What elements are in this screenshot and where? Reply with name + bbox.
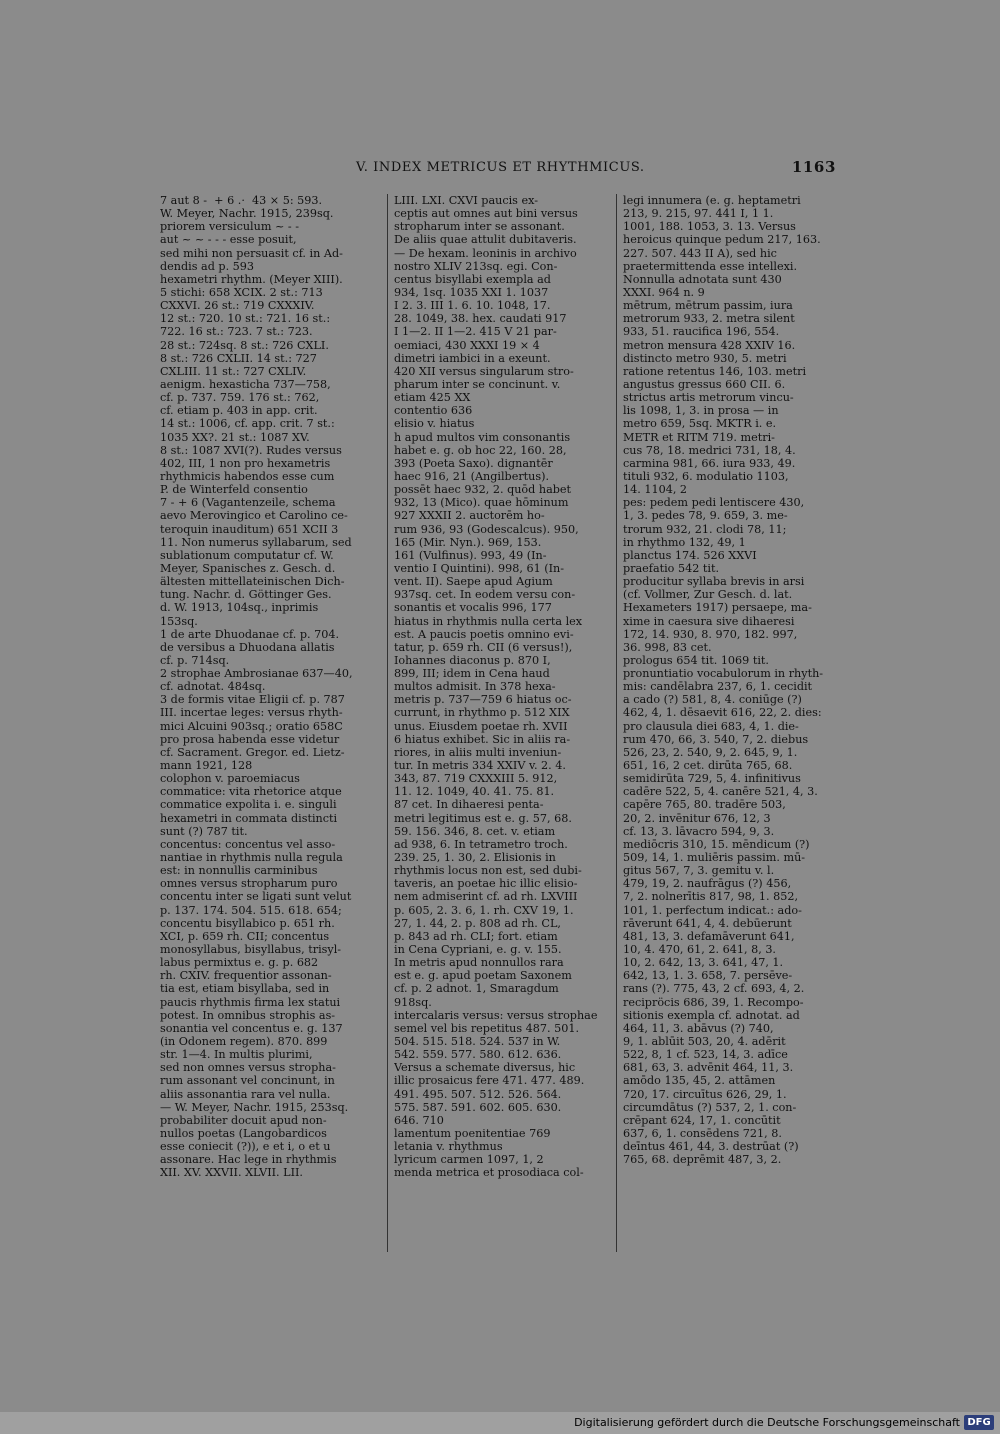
index-line: colophon v. paroemiacus — [160, 772, 300, 786]
index-line: oemiaci, 430 XXXI 19 × 4 — [394, 338, 540, 352]
index-line: lis 1098, 1, 3. in prosa — in — [623, 404, 779, 418]
index-line: (cf. Vollmer, Zur Gesch. d. lat. — [623, 588, 793, 602]
index-line: mis: candēlabra 237, 6, 1. cecidit — [623, 680, 813, 694]
index-line: concentus: concentus vel asso- — [160, 837, 336, 851]
index-line: mici Alcuini 903sq.; oratio 658C — [160, 719, 343, 733]
index-line: d. W. 1913, 104sq., inprimis — [160, 601, 319, 615]
index-column-3 — [623, 194, 841, 1252]
index-line: 101, 1. perfectum indicat.: ado- — [623, 903, 802, 917]
index-line: possēt haec 932, 2. quōd habet — [394, 483, 572, 497]
index-line: CXLIII. 11 st.: 727 CXLIV. — [160, 364, 307, 378]
index-line: 161 (Vulfinus). 993, 49 (In- — [394, 548, 547, 562]
index-line: 720, 17. circuītus 626, 29, 1. — [623, 1087, 787, 1101]
index-line: in rhythmo 132, 49, 1 — [623, 535, 746, 549]
index-line: metris p. 737—759 6 hiatus oc- — [394, 693, 572, 707]
index-line: 11. Non numerus syllabarum, sed — [160, 535, 352, 549]
index-line: aenigm. hexasticha 737—758, — [160, 377, 331, 391]
index-line: tung. Nachr. d. Göttinger Ges. — [160, 588, 332, 602]
index-line: paucis rhythmis firma lex statui — [160, 995, 341, 1009]
index-line: aevo Merovingico et Carolino ce- — [160, 509, 348, 523]
index-line: pro prosa habenda esse videtur — [160, 732, 340, 746]
index-line: habet e. g. ob hoc 22, 160. 28, — [394, 443, 567, 457]
index-line: 3 de formis vitae Eligii cf. p. 787 — [160, 693, 345, 707]
index-line: 681, 63, 3. advēnit 464, 11, 3. — [623, 1061, 794, 1075]
index-line: 343, 87. 719 CXXXIII 5. 912, — [394, 772, 558, 786]
index-line: xime in caesura sive dihaeresi — [623, 614, 795, 628]
index-line: cus 78, 18. medrici 731, 18, 4. — [623, 443, 796, 457]
index-line: 9, 1. ablūit 503, 20, 4. adērit — [623, 1035, 786, 1048]
index-line: 542. 559. 577. 580. 612. 636. — [394, 1048, 562, 1062]
index-line: metron mensura 428 XXIV 16. — [623, 338, 796, 352]
index-line: 651, 16, 2 cet. dirūta 765, 68. — [623, 759, 793, 773]
index-line: 899, III; idem in Cena haud — [394, 667, 550, 681]
index-line: Nonnulla adnotata sunt 430 — [623, 272, 782, 286]
funding-credit: Digitalisierung gefördert durch die Deutsche Forschungsgemeinschaft — [574, 1416, 960, 1429]
index-line: crēpant 624, 17, 1. concūtit — [623, 1113, 781, 1127]
index-line: rum 936, 93 (Godescalcus). 950, — [394, 522, 579, 536]
index-line: tur. In metris 334 XXIV v. 2. 4. — [394, 759, 566, 773]
index-line: lamentum poenitentiae 769 — [394, 1126, 551, 1140]
index-line: intercalaris versus: versus strophae — [394, 1008, 598, 1022]
index-line: W. Meyer, Nachr. 1915, 239sq. — [160, 207, 334, 221]
index-line: 522, 8, 1 cf. 523, 14, 3. adīce — [623, 1048, 788, 1062]
index-line: 462, 4, 1. dēsaevit 616, 22, 2. dies: — [623, 706, 822, 720]
index-line: rans (?). 775, 43, 2 cf. 693, 4, 2. — [623, 982, 805, 996]
index-line: ad 938, 6. In tetrametro troch. — [394, 837, 568, 851]
index-line: 765, 68. deprēmit 487, 3, 2. — [623, 1153, 782, 1167]
index-line: nostro XLIV 213sq. egi. Con- — [394, 259, 558, 273]
index-line: XCI, p. 659 rh. CII; concentus — [160, 929, 330, 943]
index-line: etiam 425 XX — [394, 391, 471, 405]
index-line: 1035 XX?. 21 st.: 1087 XV. — [160, 430, 310, 444]
index-line: — De hexam. leoninis in archivo — [394, 246, 577, 260]
index-line: 239. 25, 1. 30, 2. Elisionis in — [394, 851, 556, 865]
index-line: (in Odonem regem). 870. 899 — [160, 1035, 328, 1048]
index-line: 509, 14, 1. muliēris passim. mū- — [623, 851, 806, 865]
index-line: metri legitimus est e. g. 57, 68. — [394, 811, 572, 825]
index-line: vent. II). Saepe apud Agium — [394, 575, 553, 589]
index-line: strictus artis metrorum vincu- — [623, 391, 794, 405]
index-line: 932, 13 (Mico). quae hōminum — [394, 496, 569, 510]
index-line: 646. 710 — [394, 1113, 444, 1127]
index-line: 1, 3. pedes 78, 9. 659, 3. me- — [623, 509, 788, 523]
index-line: 1001, 188. 1053, 3. 13. Versus — [623, 220, 796, 234]
index-line: esse coniecit (?)), e et i, o et u — [160, 1140, 331, 1154]
index-line: aliis assonantia rara vel nulla. — [160, 1087, 331, 1101]
index-line: cf. p. 714sq. — [160, 653, 230, 667]
index-line: haec 916, 21 (Angilbertus). — [394, 469, 550, 483]
index-line: lyricum carmen 1097, 1, 2 — [394, 1153, 544, 1167]
index-line: commatice: vita rhetorice atque — [160, 785, 342, 799]
index-line: tatur, p. 659 rh. CII (6 versus!), — [394, 640, 573, 654]
index-line: riores, in aliis multi inveniun- — [394, 745, 562, 759]
index-line: pharum inter se concinunt. v. — [394, 377, 561, 391]
index-line: cf. p. 2 adnot. 1, Smaragdum — [394, 982, 559, 996]
index-line: cf. Sacrament. Gregor. ed. Lietz- — [160, 745, 345, 759]
index-line: LIII. LXI. CXVI paucis ex- — [394, 194, 538, 207]
index-line: 14 st.: 1006, cf. app. crit. 7 st.: — [160, 417, 335, 431]
index-line: sitionis exempla cf. adnotat. ad — [623, 1008, 800, 1022]
index-line: De aliis quae attulit dubitaveris. — [394, 233, 577, 247]
index-line: capēre 765, 80. tradēre 503, — [623, 798, 786, 812]
index-line: 12 st.: 720. 10 st.: 721. 16 st.: — [160, 312, 331, 326]
index-line: 7 aut 8 - + 6 .· 43 × 5: 593. — [160, 194, 323, 207]
index-line: hiatus in rhythmis nulla certa lex — [394, 614, 583, 628]
index-line: 36. 998, 83 cet. — [623, 640, 712, 654]
index-column-2 — [394, 194, 610, 1252]
index-line: sed non omnes versus stropha- — [160, 1061, 336, 1075]
index-line: recipröcis 686, 39, 1. Recompo- — [623, 995, 804, 1009]
index-line: rh. CXIV. frequentior assonan- — [160, 969, 332, 983]
digitization-footer — [0, 1412, 1000, 1434]
index-line: h apud multos vim consonantis — [394, 430, 571, 444]
index-line: rhythmis locus non est, sed dubi- — [394, 864, 582, 878]
index-line: stropharum inter se assonant. — [394, 220, 565, 234]
index-line: sonantis et vocalis 996, 177 — [394, 601, 552, 615]
index-line: nem admiserint cf. ad rh. LXVIII — [394, 890, 578, 904]
index-line: 7 - + 6 (Vagantenzeile, schema — [160, 496, 336, 510]
index-line: cf. 13, 3. lāvacro 594, 9, 3. — [623, 824, 775, 838]
index-line: probabiliter docuit apud non- — [160, 1113, 327, 1127]
index-line: 20, 2. invēnitur 676, 12, 3 — [623, 811, 771, 825]
index-line: taveris, an poetae hic illic elisio- — [394, 877, 578, 891]
index-line: — W. Meyer, Nachr. 1915, 253sq. — [160, 1100, 349, 1114]
index-line: 479, 19, 2. naufrāgus (?) 456, — [623, 877, 792, 891]
index-line: p. 605, 2. 3. 6, 1. rh. CXV 19, 1. — [394, 903, 574, 917]
index-line: 165 (Mir. Nyn.). 969, 153. — [394, 535, 542, 549]
index-line: cf. p. 737. 759. 176 st.: 762, — [160, 391, 320, 405]
index-line: est. A paucis poetis omnino evi- — [394, 627, 574, 641]
index-line: 28 st.: 724sq. 8 st.: 726 CXLI. — [160, 338, 329, 352]
index-line: p. 843 ad rh. CLI; fort. etiam — [394, 929, 558, 943]
index-line: monosyllabus, bisyllabus, trisyl- — [160, 943, 342, 957]
index-line: est e. g. apud poetam Saxonem — [394, 969, 572, 983]
page-header — [160, 160, 836, 180]
index-line: tituli 932, 6. modulatio 1103, — [623, 469, 789, 483]
index-line: 481, 13, 3. defamāverunt 641, — [623, 929, 795, 943]
index-line: concentu bisyllabico p. 651 rh. — [160, 916, 335, 930]
index-line: metro 659, 5sq. MKTR i. e. — [623, 417, 777, 431]
column-divider — [616, 194, 617, 1252]
index-line: menda metrica et prosodiaca col- — [394, 1166, 584, 1180]
index-line: ratione retentus 146, 103. metri — [623, 364, 807, 378]
index-line: 2 strophae Ambrosianae 637—40, — [160, 667, 353, 681]
index-line: circumdātus (?) 537, 2, 1. con- — [623, 1100, 797, 1114]
index-column-1 — [160, 194, 380, 1252]
index-line: I 2. 3. III 1. 6. 10. 1048, 17. — [394, 299, 551, 313]
index-line: distincto metro 930, 5. metri — [623, 351, 787, 365]
index-line: 10, 2. 642, 13, 3. 641, 47, 1. — [623, 956, 784, 970]
index-line: producitur syllaba brevis in arsi — [623, 575, 805, 589]
index-line: 6 hiatus exhibet. Sic in aliis ra- — [394, 732, 571, 746]
index-line: hexametri in commata distincti — [160, 811, 338, 825]
index-line: gitus 567, 7, 3. gemitu v. l. — [623, 864, 775, 878]
index-line: mediōcris 310, 15. mēndicum (?) — [623, 837, 810, 851]
index-line: pro clausula diei 683, 4, 1. die- — [623, 719, 799, 733]
index-line: 59. 156. 346, 8. cet. v. etiam — [394, 824, 556, 838]
index-line: 491. 495. 507. 512. 526. 564. — [394, 1087, 562, 1101]
index-line: pronuntiatio vocabulorum in rhyth- — [623, 667, 824, 681]
index-line: prologus 654 tit. 1069 tit. — [623, 653, 769, 667]
index-line: 227. 507. 443 II A), sed hic — [623, 246, 777, 260]
index-line: 27, 1. 44, 2. p. 808 ad rh. CL, — [394, 916, 561, 930]
index-line: str. 1—4. In multis plurimi, — [160, 1048, 313, 1062]
index-line: semel vel bis repetitus 487. 501. — [394, 1021, 580, 1035]
index-line: concentu inter se ligati sunt velut — [160, 890, 352, 904]
index-line: pes: pedem pedi lentiscere 430, — [623, 496, 805, 510]
index-line: mann 1921, 128 — [160, 759, 253, 773]
index-line: legi innumera (e. g. heptametri — [623, 194, 801, 207]
index-line: 11. 12. 1049, 40. 41. 75. 81. — [394, 785, 555, 799]
index-line: deīntus 461, 44, 3. destrūat (?) — [623, 1140, 799, 1154]
index-line: 172, 14. 930, 8. 970, 182. 997, — [623, 627, 798, 641]
index-line: 937sq. cet. In eodem versu con- — [394, 588, 576, 602]
index-line: a cado (?) 581, 8, 4. coniūge (?) — [623, 693, 802, 707]
index-line: rhythmicis habendos esse cum — [160, 469, 335, 483]
index-line: 153sq. — [160, 614, 198, 628]
index-line: heroicus quinque pedum 217, 163. — [623, 233, 821, 247]
index-line: tia est, etiam bisyllaba, sed in — [160, 982, 330, 996]
index-line: assonare. Hac lege in rhythmis — [160, 1153, 337, 1167]
index-line: currunt, in rhythmo p. 512 XIX — [394, 706, 570, 720]
index-line: Versus a schemate diversus, hic — [394, 1061, 576, 1075]
index-line: angustus gressus 660 CII. 6. — [623, 377, 786, 391]
index-line: multos admisit. In 378 hexa- — [394, 680, 556, 694]
index-line: III. incertae leges: versus rhyth- — [160, 706, 343, 720]
index-line: aut ~ ~ - - - esse posuit, — [160, 233, 297, 247]
index-line: dendis ad p. 593 — [160, 259, 255, 273]
index-line: p. 137. 174. 504. 515. 618. 654; — [160, 903, 342, 917]
index-line: ventio I Quintini). 998, 61 (In- — [394, 561, 565, 575]
index-line: trorum 932, 21. clodi 78, 11; — [623, 522, 787, 536]
index-line: elisio v. hiatus — [394, 417, 475, 431]
index-line: cadēre 522, 5, 4. canēre 521, 4, 3. — [623, 785, 818, 799]
index-line: 5 stichi: 658 XCIX. 2 st.: 713 — [160, 285, 323, 299]
index-line: 8 st.: 1087 XVI(?). Rudes versus — [160, 443, 342, 457]
index-line: XXXI. 964 n. 9 — [623, 285, 705, 299]
index-line: 402, III, 1 non pro hexametris — [160, 456, 331, 470]
index-line: P. de Winterfeld consentio — [160, 483, 308, 497]
index-line: unus. Eiusdem poetae rh. XVII — [394, 719, 568, 733]
index-line: 918sq. — [394, 995, 432, 1009]
index-line: teroquin inauditum) 651 XCII 3 — [160, 522, 339, 536]
index-line: carmina 981, 66. iura 933, 49. — [623, 456, 796, 470]
index-line: labus permixtus e. g. p. 682 — [160, 956, 319, 970]
index-line: sunt (?) 787 tit. — [160, 824, 248, 838]
index-line: 213, 9. 215, 97. 441 I, 1 1. — [623, 207, 774, 221]
index-line: rum 470, 66, 3. 540, 7, 2. diebus — [623, 732, 809, 746]
index-line: centus bisyllabi exempla ad — [394, 272, 551, 286]
index-line: 464, 11, 3. abāvus (?) 740, — [623, 1021, 774, 1035]
index-line: 575. 587. 591. 602. 605. 630. — [394, 1100, 562, 1114]
index-line: in Cena Cypriani, e. g. v. 155. — [394, 943, 562, 957]
index-line: 934, 1sq. 1035 XXI 1. 1037 — [394, 285, 549, 299]
index-line: Meyer, Spanisches z. Gesch. d. — [160, 561, 336, 575]
index-line: METR et RITM 719. metri- — [623, 430, 775, 444]
index-line: 28. 1049, 38. hex. caudati 917 — [394, 312, 567, 326]
index-line: 7, 2. nolnerītis 817, 98, 1. 852, — [623, 890, 799, 904]
index-line: dimetri iambici in a exeunt. — [394, 351, 551, 365]
index-line: 933, 51. raucifica 196, 554. — [623, 325, 780, 339]
index-line: praetermittenda esse intellexi. — [623, 259, 798, 273]
index-line: contentio 636 — [394, 404, 473, 418]
index-line: semidirūta 729, 5, 4. infinitivus — [623, 772, 801, 786]
dfg-logo: DFG — [964, 1415, 994, 1430]
index-line: omnes versus stropharum puro — [160, 877, 338, 891]
index-line: letania v. rhythmus — [394, 1140, 503, 1154]
index-line: metrorum 933, 2. metra silent — [623, 312, 795, 326]
index-line: amōdo 135, 45, 2. attāmen — [623, 1074, 776, 1088]
index-line: priorem versiculum ~ - - — [160, 220, 300, 234]
index-line: commatice expolita i. e. singuli — [160, 798, 337, 812]
index-line: sonantia vel concentus e. g. 137 — [160, 1021, 343, 1035]
index-line: potest. In omnibus strophis as- — [160, 1008, 336, 1022]
index-line: ältesten mittellateinischen Dich- — [160, 575, 345, 589]
index-line: cf. adnotat. 484sq. — [160, 680, 266, 694]
index-line: hexametri rhythm. (Meyer XIII). — [160, 272, 343, 286]
index-line: est: in nonnullis carminibus — [160, 864, 318, 878]
index-line: illic prosaicus fere 471. 477. 489. — [394, 1074, 585, 1088]
index-line: planctus 174. 526 XXVI — [623, 548, 757, 562]
index-line: 8 st.: 726 CXLII. 14 st.: 727 — [160, 351, 317, 365]
index-line: rāverunt 641, 4, 4. debūerunt — [623, 916, 792, 930]
column-divider — [387, 194, 388, 1252]
index-line: 87 cet. In dihaeresi penta- — [394, 798, 544, 812]
index-line: 526, 23, 2. 540, 9, 2. 645, 9, 1. — [623, 745, 798, 759]
index-line: 927 XXXII 2. auctorēm ho- — [394, 509, 545, 523]
page-number: 1163 — [791, 158, 836, 176]
index-line: CXXVI. 26 st.: 719 CXXXIV. — [160, 299, 315, 313]
index-line: 642, 13, 1. 3. 658, 7. persēve- — [623, 969, 793, 983]
index-line: sublationum computatur cf. W. — [160, 548, 334, 562]
index-line: 14. 1104, 2 — [623, 483, 688, 497]
index-line: nullos poetas (Langobardicos — [160, 1126, 327, 1140]
index-line: 10, 4. 470, 61, 2. 641, 8, 3. — [623, 943, 776, 957]
index-line: sed mihi non persuasit cf. in Ad- — [160, 246, 343, 260]
index-line: XII. XV. XXVII. XLVII. LII. — [160, 1166, 303, 1180]
running-title: V. INDEX METRICUS ET RHYTHMICUS. — [356, 160, 645, 175]
index-line: In metris apud nonnullos rara — [394, 956, 564, 970]
index-line: nantiae in rhythmis nulla regula — [160, 851, 343, 865]
index-line: I 1—2. II 1—2. 415 V 21 par- — [394, 325, 557, 339]
index-line: praefatio 542 tit. — [623, 561, 720, 575]
index-line: 420 XII versus singularum stro- — [394, 364, 574, 378]
index-line: Hexameters 1917) persaepe, ma- — [623, 601, 812, 615]
index-line: cf. etiam p. 403 in app. crit. — [160, 404, 318, 418]
index-line: Iohannes diaconus p. 870 I, — [394, 653, 551, 667]
index-line: 393 (Poeta Saxo). dignantēr — [394, 456, 553, 470]
index-line: 1 de arte Dhuodanae cf. p. 704. — [160, 627, 340, 641]
index-line: mētrum, mētrum passim, iura — [623, 299, 793, 313]
index-line: 722. 16 st.: 723. 7 st.: 723. — [160, 325, 313, 339]
index-line: ceptis aut omnes aut bini versus — [394, 207, 578, 221]
index-line: de versibus a Dhuodana allatis — [160, 640, 335, 654]
index-line: 504. 515. 518. 524. 537 in W. — [394, 1035, 561, 1048]
index-line: 637, 6, 1. consēdens 721, 8. — [623, 1126, 782, 1140]
index-line: rum assonant vel concinunt, in — [160, 1074, 335, 1088]
